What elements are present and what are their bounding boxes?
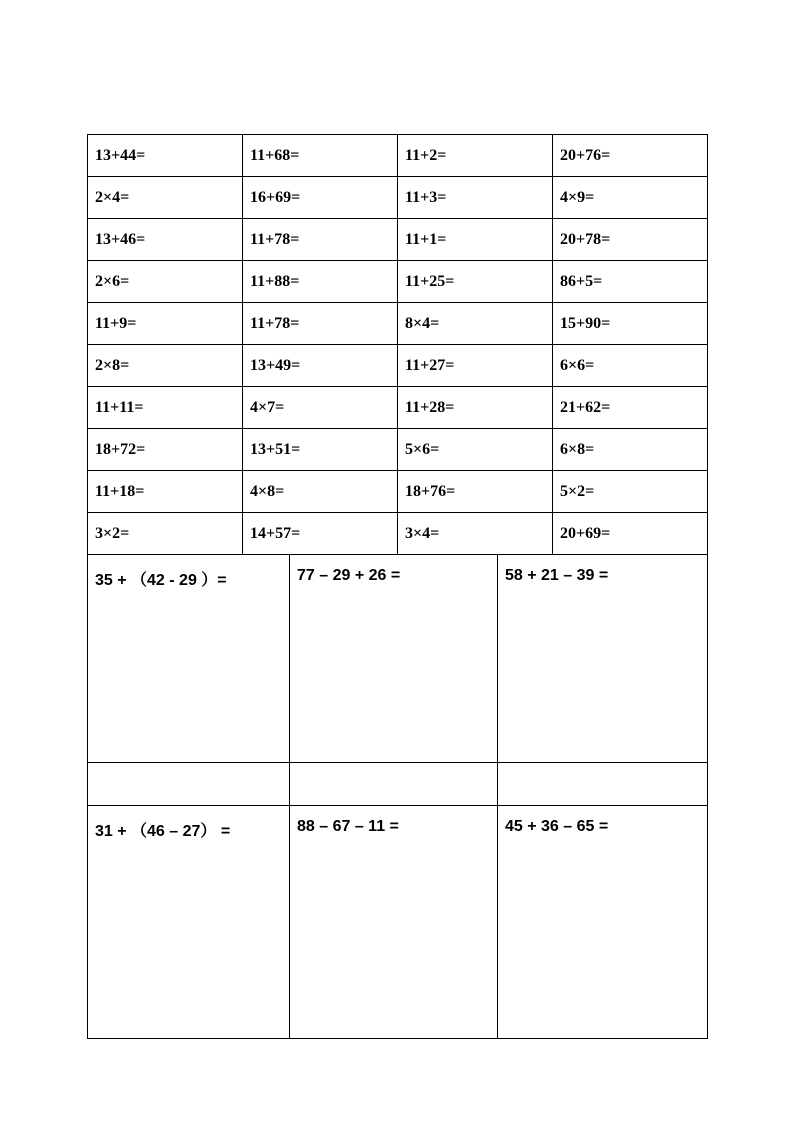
drill-cell[interactable]: 11+68= [243,135,398,177]
drill-cell[interactable]: 11+78= [243,303,398,345]
drill-cell[interactable]: 4×8= [243,471,398,513]
drill-cell[interactable]: 6×8= [553,429,708,471]
drill-cell[interactable]: 6×6= [553,345,708,387]
grid-row [88,261,708,303]
drill-cell[interactable]: 11+3= [398,177,553,219]
drill-cell[interactable]: 14+57= [243,513,398,555]
drill-cell[interactable]: 11+28= [398,387,553,429]
drill-cell[interactable]: 11+9= [88,303,243,345]
drill-cell[interactable]: 11+1= [398,219,553,261]
grid-row [88,513,708,555]
blank-cell[interactable] [498,763,708,806]
drill-cell[interactable]: 5×2= [553,471,708,513]
blank-cell[interactable] [88,763,290,806]
drill-cell[interactable]: 20+76= [553,135,708,177]
grid-row [88,345,708,387]
drill-cell[interactable]: 11+2= [398,135,553,177]
drill-cell[interactable]: 13+49= [243,345,398,387]
drill-cell[interactable]: 11+88= [243,261,398,303]
blank-row [88,763,708,806]
drill-cell[interactable]: 18+76= [398,471,553,513]
problem-cell[interactable]: 35 + （42 - 29 ）= [88,555,290,763]
problem-cell[interactable]: 45 + 36 – 65 = [498,806,708,1039]
drill-cell[interactable]: 86+5= [553,261,708,303]
grid-row [88,219,708,261]
drill-cell[interactable]: 4×7= [243,387,398,429]
drill-cell[interactable]: 8×4= [398,303,553,345]
drill-cell[interactable]: 20+78= [553,219,708,261]
worked-problems [87,554,708,1039]
drill-cell[interactable]: 15+90= [553,303,708,345]
drill-cell[interactable]: 13+51= [243,429,398,471]
grid-row [88,177,708,219]
drill-cell[interactable]: 2×4= [88,177,243,219]
drill-cell[interactable]: 3×2= [88,513,243,555]
drill-cell[interactable]: 11+25= [398,261,553,303]
drill-cell[interactable]: 4×9= [553,177,708,219]
drill-grid [87,134,708,555]
worksheet [87,134,707,1039]
drill-cell[interactable]: 11+27= [398,345,553,387]
drill-cell[interactable]: 2×8= [88,345,243,387]
grid-row [88,429,708,471]
problem-cell[interactable]: 58 + 21 – 39 = [498,555,708,763]
drill-cell[interactable]: 3×4= [398,513,553,555]
drill-cell[interactable]: 11+11= [88,387,243,429]
drill-cell[interactable]: 16+69= [243,177,398,219]
drill-cell[interactable]: 13+46= [88,219,243,261]
drill-cell[interactable]: 18+72= [88,429,243,471]
problem-row [88,806,708,1039]
problem-cell[interactable]: 31 + （46 – 27） = [88,806,290,1039]
problem-row [88,555,708,763]
drill-cell[interactable]: 2×6= [88,261,243,303]
grid-row [88,387,708,429]
problem-cell[interactable]: 88 – 67 – 11 = [290,806,498,1039]
grid-row [88,471,708,513]
drill-cell[interactable]: 13+44= [88,135,243,177]
drill-cell[interactable]: 20+69= [553,513,708,555]
drill-cell[interactable]: 11+18= [88,471,243,513]
grid-row [88,135,708,177]
drill-cell[interactable]: 11+78= [243,219,398,261]
drill-cell[interactable]: 5×6= [398,429,553,471]
grid-row [88,303,708,345]
blank-cell[interactable] [290,763,498,806]
problem-cell[interactable]: 77 – 29 + 26 = [290,555,498,763]
drill-cell[interactable]: 21+62= [553,387,708,429]
